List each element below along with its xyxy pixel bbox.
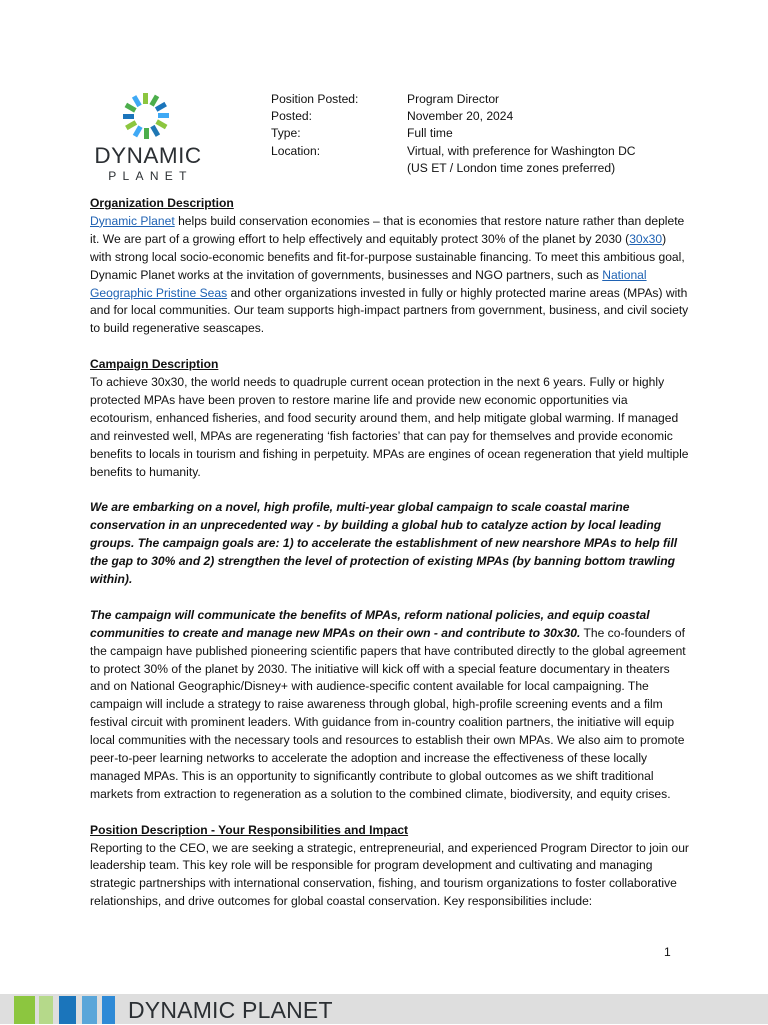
logo-subtitle: PLANET	[108, 169, 193, 183]
info-row-position	[271, 91, 636, 108]
footer-square	[14, 996, 35, 1024]
job-info-table	[271, 91, 636, 177]
campaign-heading: Campaign Description	[90, 357, 219, 372]
info-label	[271, 160, 407, 177]
document-body	[90, 195, 690, 911]
org-text-2: ) with strong local socio-economic benefits and fit-for-purpose sustainable financing. To meet this ambitious goal, Dynamic Planet works at the invitation of governments, businesses and NGO partners, such as	[90, 231, 685, 282]
info-row-type	[271, 125, 636, 142]
org-heading: Organization Description	[90, 196, 234, 210]
footer-square	[59, 996, 76, 1024]
logo-wordmark: DYNAMIC	[94, 143, 202, 168]
info-value: November 20, 2024	[407, 109, 514, 124]
spacer	[90, 481, 690, 499]
dynamic-planet-link[interactable]: Dynamic Planet	[90, 213, 175, 228]
logo-mark-icon	[122, 92, 170, 140]
info-row-posted	[271, 108, 636, 125]
page-number: 1	[664, 945, 671, 959]
info-value: Full time	[407, 126, 453, 141]
campaign-p3-rest: The co-founders of the campaign have published pioneering scientific papers that have contributed directly to the global agreement to protect 30% of the planet by 2030. The initiative will kick off with a special feature documentary in theaters and on National Geographic/Disney+ with audience-specific content available for local campaigning. The campaign will include a strategy to raise awareness through global, high-profile screening events and a film festival circuit with prominent leaders. With guidance from in-country coalition partners, the initiative will equip local communities with the necessary tools and resources to establish their own MPAs. We also aim to promote peer-to-peer learning networks to accelerate the adoption and increase the effectiveness of these locally managed MPAs. This is an opportunity to significantly contribute to global outcomes as we shift traditional markets from extraction to regeneration as a solution to the combined climate, biodiversity, and equity crises.	[90, 625, 686, 801]
info-value: Virtual, with preference for Washington DC	[407, 143, 636, 158]
spacer	[90, 804, 690, 822]
campaign-paragraph-2: We are embarking on a novel, high profile, multi-year global campaign to scale coastal marine conservation in an unprecedented way - by building a global hub to catalyze action by local leading groups. The campaign goals are: 1) to accelerate the establishment of new nearshore MPAs to help fill the gap to 30% and 2) strengthen the level of protection of existing MPAs (by banning bottom trawling within).	[90, 500, 678, 586]
dynamic-planet-logo	[88, 90, 208, 185]
info-value: (US ET / London time zones preferred)	[407, 160, 616, 175]
spacer	[90, 338, 690, 356]
footer-square	[82, 996, 97, 1024]
30x30-link[interactable]: 30x30	[629, 231, 663, 246]
spacer	[90, 589, 690, 607]
footer-square	[39, 996, 53, 1024]
footer-band	[0, 994, 768, 1024]
org-text-3: and other organizations invested in fully or highly protected marine areas (MPAs) with and for local communities. Our team supports high-impact partners from government, business, and civil society to build regenerative seascapes.	[90, 285, 689, 336]
org-text-1: helps build conservation economies – that is economies that restore nature rather than deplete it. We are part of a growing effort to help effectively and equitably protect 30% of the planet by 2030 (	[90, 213, 685, 246]
position-heading: Position Description - Your Responsibilities and Impact	[90, 822, 409, 837]
campaign-p3-bold: The campaign will communicate the benefits of MPAs, reform national policies, and equip coastal communities to create and manage new MPAs on their own - and contribute to 30x30.	[90, 607, 650, 640]
footer-wordmark: DYNAMIC PLANET	[128, 997, 333, 1023]
info-row-timezones	[271, 160, 636, 177]
pristine-seas-link[interactable]: National Geographic Pristine Seas	[90, 267, 647, 300]
info-label: Posted:	[271, 109, 313, 124]
info-label: Type:	[271, 126, 301, 141]
info-row-location	[271, 143, 636, 160]
campaign-paragraph-3	[90, 607, 690, 804]
position-paragraph: Reporting to the CEO, we are seeking a strategic, entrepreneurial, and experienced Program Director to join our leadership team. This key role will be responsible for program development and cultivating and managing strategic partnerships with international conservation, fishing, and tourism organizations to foster collaborative relationships, and drive outcomes for global coastal conservation. Key responsibilities include:	[90, 840, 689, 909]
org-paragraph	[90, 213, 690, 338]
campaign-paragraph-1: To achieve 30x30, the world needs to quadruple current ocean protection in the next 6 years. Fully or highly protected MPAs have been proven to restore marine life and provide new economic opportunities via ecotourism, enhanced fisheries, and food security around them, and help mitigate global warming. If managed and reinvested well, MPAs are regenerating ‘fish factories’ that can pay for themselves and provide economic benefits to locals in tourism and fishing in perpetuity. MPAs are engines of ocean regeneration that yield multiple benefits to humanity.	[90, 375, 689, 479]
info-value: Program Director	[407, 92, 500, 106]
info-label: Location:	[271, 143, 321, 158]
info-label: Position Posted:	[271, 92, 359, 106]
footer-square	[102, 996, 115, 1024]
